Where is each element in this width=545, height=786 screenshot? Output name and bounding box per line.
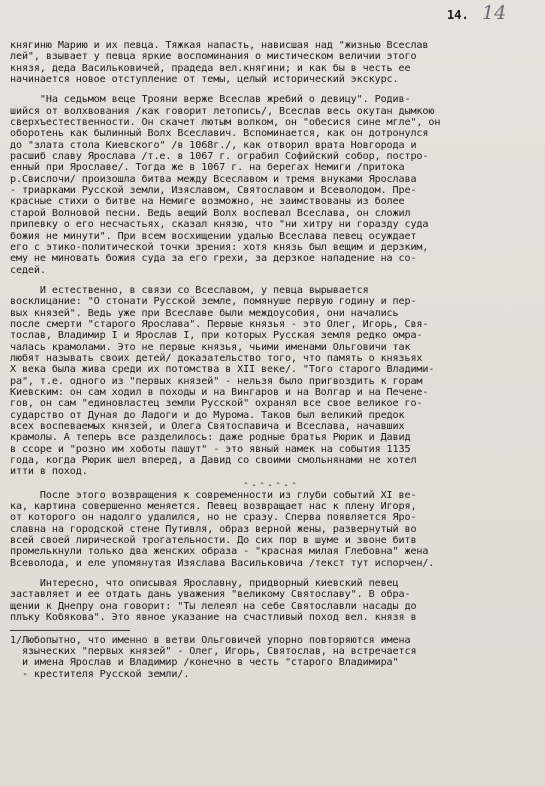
paragraph-1	[10, 40, 532, 85]
section-divider: -.-.-.-	[242, 477, 300, 489]
text-line: ему не миновать божия суда за его грехи, за дерзкое нападение на со-	[10, 253, 417, 265]
page-body	[10, 40, 532, 680]
text-line: Интересно, что описывая Ярославну, придворный киевский певец	[10, 578, 399, 590]
text-line: Киевским: он сам ходил в походы и на Вингаров и на Волгар и на Печене-	[10, 386, 429, 398]
text-line: вых князей". Ведь уже при Всеславе были междоусобия, они начались	[10, 307, 399, 319]
text-line: до "злата стола Киевского" /в 1068г./, как отворил врата Новгорода и	[10, 139, 417, 151]
text-line: его с этико-политической точки зрения: хотя князь был вещим и дерзким,	[10, 241, 429, 253]
text-line: божия не минути". При всем восхищении удалью Всеслава певец осуждает	[10, 230, 417, 242]
text-line: енный при Ярославе/. Тогда же в 1067 г. на берегах Немиги /притока	[10, 162, 405, 174]
text-line: любят называть своих детей/ доказательство того, что память о князьях	[10, 352, 423, 364]
paragraph-5	[10, 578, 532, 623]
text-line: лей", взывает у певца яркие воспоминания о мистическом величии этого	[10, 51, 417, 63]
text-line: сударство от Дуная до Ладоги и до Мурома. Таков был великий предок	[10, 409, 405, 421]
text-line: после смерти "старого Ярослава". Первые князья - это Олег, Игорь, Свя-	[10, 318, 429, 330]
footnote	[10, 635, 532, 680]
text-line: от которого он надолго удалился, но не сразу. Сперва появляется Яро-	[10, 512, 417, 524]
footnote-line: - крестителя Русской земли/.	[10, 668, 190, 680]
page-number: 14.	[447, 8, 469, 22]
text-line: восклицание: "О стонати Русской земле, помянуше первую годину и пер-	[10, 296, 417, 308]
text-line: тослав, Владимир I и Ярослав I, при которых Русская земля редко омра-	[10, 330, 423, 342]
text-line: ка, картина совершенно меняется. Певец возвращает нас к плену Игоря,	[10, 501, 417, 513]
text-line: всей своей лирической трогательности. До сих пор в шуме и звоне битв	[10, 535, 417, 547]
footnote-line: и имена Ярослав и Владимир /конечно в честь "старого Владимира"	[10, 657, 399, 669]
text-line: года, когда Рюрик шел вперед, а Давид со своими смольнянами не хотел	[10, 455, 417, 467]
text-line: щении к Днепру она говорит: "Ты лелеял на себе Святославли насады до	[10, 600, 417, 612]
text-line: ра", т.е. одного из "первых князей" - нельзя было пригвоздить к горам	[10, 375, 423, 387]
text-line: И естественно, в связи со Всеславом, у певца вырывается	[10, 284, 369, 296]
text-line: княгиню Марию и их певца. Тяжкая напасть, нависшая над "жизнью Всеслав	[10, 40, 429, 51]
text-line: сверхъестественности. Он скачет лютым волком, он "обесися сине мгле", он	[10, 117, 441, 129]
text-line: Всеволода, и еле упомянутая Изяслава Васильковича /текст тут испорчен/.	[10, 557, 435, 569]
text-line: припевку о его несчастьях, сказал князю, что "ни хитру ни горазду суда	[10, 219, 429, 231]
text-line: славна на городской стене Путивля, образ верной жены, развернутый во	[10, 523, 417, 535]
text-line: промелькнули только два женских образа - "красная милая Глебовна" жена	[10, 546, 429, 558]
text-line: князя, деда Васильковичей, прадеда вел.княгини; и как бы в честь ее	[10, 62, 411, 74]
footnote-line: языческих "первых князей" - Олег, Игорь, Святослав, на встречается	[10, 645, 417, 657]
text-line: в ссоре и "розно им хоботы пашут" - это явный намек на события 1135	[10, 443, 411, 455]
text-line: расшиб славу Ярослава /т.е. в 1067 г. ограбил Софийский собор, постро-	[10, 151, 429, 163]
paragraph-2	[10, 94, 532, 276]
handwritten-page-annotation: 14	[482, 2, 507, 24]
text-line: гов, он сам "единовластец земли Русской" охранял все свое великое го-	[10, 398, 423, 410]
text-line: чалась крамолами. Это не первые князья, чьими именами Ольговичи так	[10, 341, 411, 353]
text-line: заставляет и ее отдать дань уважения "великому Святославу". В обра-	[10, 589, 411, 601]
footnote-line: 1/Любопытно, что именно в ветви Ольговичей упорно повторяются имена	[10, 634, 411, 646]
text-line: шийся от волхвования /как говорит летопись/, Всеслав весь окутан дымкою	[10, 105, 435, 117]
paragraph-4	[10, 490, 532, 569]
text-line: крамолы. А теперь все разделилось: даже родные братья Рюрик и Давид	[10, 432, 411, 444]
text-line: плъку Кобякова". Это явное указание на счастливый поход вел. князя в	[10, 612, 417, 624]
footnote-rule	[10, 630, 130, 631]
text-line: старой Волновой песни. Ведь вещий Волх воспевал Всеслава, он сложил	[10, 207, 411, 219]
text-line: оборотень как былинный Волх Всеславич. Вспоминается, как он дотронулся	[10, 128, 429, 140]
text-line: р.Свислочи/ произошла битва между Всеславом и тремя внуками Ярослава	[10, 173, 417, 185]
text-line: красные стихи о битве на Немиге возможно, не заимствованы из более	[10, 196, 405, 208]
text-line: X века была жива среди их потомства в XII веке/. "Того старого Владими-	[10, 364, 435, 376]
paragraph-3	[10, 285, 532, 478]
text-line: "На седьмом веце Трояни верже Всеслав жребий о девицу". Родив-	[10, 94, 411, 106]
text-line: итти в поход.	[10, 466, 88, 478]
text-line: начинается новое отступление от темы, целый исторический экскурс.	[10, 74, 399, 86]
text-line: После этого возвращения к современности из глуби событий XI ве-	[10, 489, 417, 501]
text-line: - триарками Русской земли, Изяславом, Святославом и Всеволодом. Пре-	[10, 185, 417, 197]
text-line: седей.	[10, 264, 46, 276]
text-line: всех воспеваемых князей, и Олега Святославича и Всеслава, начавших	[10, 421, 405, 432]
